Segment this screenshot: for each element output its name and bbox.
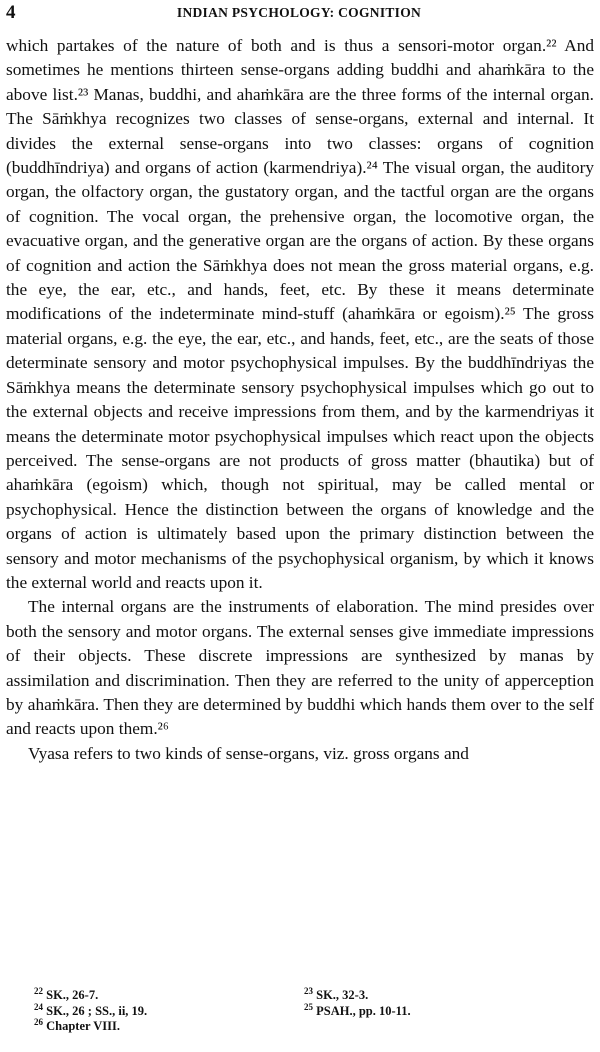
footnote-23 <box>304 985 474 1004</box>
paragraph-3: Vyasa refers to two kinds of sense-organs, viz. gross organs and <box>28 743 469 763</box>
footnote-number: 22 <box>34 985 43 996</box>
footnote-number: 24 <box>34 1001 43 1012</box>
footnote-text: PSAH., pp. 10-11. <box>316 1003 411 1018</box>
running-head: INDIAN PSYCHOLOGY: COGNITION <box>176 5 422 20</box>
footnote-22 <box>34 985 304 1004</box>
page-header <box>6 2 592 24</box>
footnote-row <box>34 1016 474 1035</box>
footnote-text: SK., 26-7. <box>46 988 99 1002</box>
footnote-text: SK., 32-3. <box>316 988 369 1002</box>
paragraph-1: which partakes of the nature of both and is thus a sensori-motor organ.²² And sometimes he mentions thirteen sense-organs adding buddhi and ahaṁkāra to the above list.²³ Manas, buddhi, and ahaṁkāra are the three forms of the internal organ. The Sāṁkhya recognizes two classes of sense-organs, external and internal. It divides the external sense-organs into two classes: organs of cognition (buddhīndriya) and organs of action (karmendriya).²⁴ The visual organ, the auditory organ, the olfactory organ, the gustatory organ, and the tactful organ are the organs of cognition. The vocal organ, the prehensive organ, the locomotive organ, the evacuative organ, and the generative organ are the organs of action. By these organs of cognition and action the Sāṁkhya does not mean the gross material organs, e.g. the eye, the ear, etc., and hands, feet, etc. By these it means determinate modifications of the indeterminate mind-stuff (ahaṁkāra or egoism).²⁵ The gross material organs, e.g. the eye, the ear, etc., and hands, feet, etc., are the seats of those determinate sensory and motor psychophysical impulses. By the buddhīndriyas the Sāṁkhya means the determinate sensory psychophysical impulses which go out to the external objects and receive impressions from them, and by the karmendriyas it means the determinate motor psychophysical impulses which react upon the objects perceived. The sense-organs are not products of gross matter (bhautika) but of ahaṁkāra (egoism) which, though not spiritual, may be called mental or psychophysical. Hence the distinction between the organs of knowledge and the organs of action is ultimately based upon the primary distinction between the sensory and motor mechanisms of the psychophysical organism, by which it knows the external world and reacts upon it. <box>6 36 594 592</box>
footnote-number: 23 <box>304 985 313 996</box>
footnote-number: 26 <box>34 1016 43 1027</box>
footnote-number: 25 <box>304 1001 313 1012</box>
footnote-25 <box>304 1001 474 1020</box>
footnote-26 <box>34 1016 304 1035</box>
paragraph-2: The internal organs are the instruments of elaboration. The mind presides over both the sensory and motor organs. The external senses give immediate impressions of their objects. These discrete impressions are synthesized by manas by assimilation and discrimination. Then they are referred to the unity of apperception by ahaṁkāra. Then they are determined by buddhi which hands them over to the self and reacts upon them.²⁶ <box>6 597 594 739</box>
page-number: 4 <box>6 2 16 23</box>
footnote-row <box>34 985 474 1004</box>
footnote-text: Chapter VIII. <box>46 1019 120 1033</box>
footnote-row <box>34 1001 474 1020</box>
footnote-24 <box>34 1001 304 1020</box>
footnote-text: SK., 26 ; SS., ii, 19. <box>46 1003 148 1018</box>
body-text <box>6 34 594 766</box>
footnotes <box>34 985 474 1035</box>
